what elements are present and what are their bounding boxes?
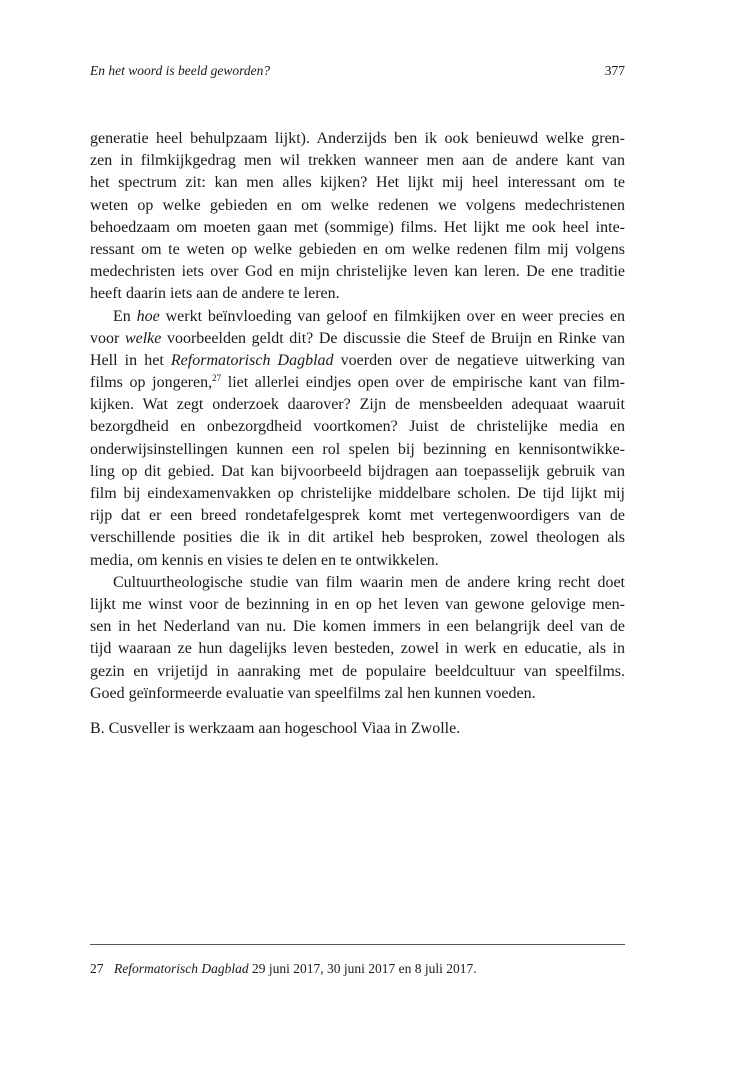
text-span: Cultuurtheologische studie van film waarin men de andere kring recht doet <box>113 573 625 591</box>
text-line <box>90 261 625 283</box>
text-line <box>90 172 625 194</box>
text-span: rijp dat er een breed rondetafelgesprek komt met vertegenwoordigers van de <box>90 507 625 525</box>
emphasis-text: welke <box>124 329 162 347</box>
text-line <box>90 195 625 217</box>
text-line <box>90 616 625 638</box>
footnote-ref: 27 <box>212 373 222 384</box>
body-text <box>90 128 625 705</box>
text-line <box>90 217 625 239</box>
text-line <box>90 594 625 616</box>
text-line <box>90 306 625 328</box>
text-line <box>90 128 625 150</box>
text-span: lijkt me winst voor de bezinning in en op het leven van gewone gelovige men- <box>90 595 625 613</box>
text-span: verschillende posities die ik in dit artikel heb besproken, zowel theologen als <box>90 529 625 547</box>
text-span: gezin en vrijetijd in aanraking met de populaire beeldcultuur van speelfilms. <box>90 662 625 680</box>
text-span: generatie heel behulpzaam lijkt). Anderzijds ben ik ook benieuwd welke gren- <box>90 130 625 147</box>
text-line <box>90 283 625 305</box>
text-span: ling op dit gebied. Dat kan bijvoorbeeld bijdragen aan toepasselijk gebruik van <box>90 462 625 480</box>
text-line <box>90 239 625 261</box>
text-line <box>90 461 625 483</box>
text-span: Goed geïnformeerde evaluatie van speelfilms zal hen kunnen voeden. <box>90 684 536 702</box>
text-span: onderwijsinstellingen kunnen een rol spelen bij bezinning en kennisontwikke- <box>90 440 625 458</box>
text-span: Hell in het <box>90 351 171 369</box>
text-line <box>90 683 625 705</box>
paragraph <box>90 128 625 306</box>
text-line <box>90 328 625 350</box>
page-number: 377 <box>604 63 625 78</box>
text-line <box>90 439 625 461</box>
text-line <box>90 572 625 594</box>
paragraph <box>90 572 625 705</box>
paragraph <box>90 306 625 572</box>
text-span: sen in het Nederland van nu. Die komen immers in een belangrijk deel van de <box>90 618 625 636</box>
footnote <box>90 961 477 977</box>
running-header <box>90 63 625 83</box>
text-line <box>90 483 625 505</box>
text-span: voor <box>90 329 125 347</box>
emphasis-text: Reformatorisch Dagblad <box>170 351 334 369</box>
text-line <box>90 394 625 416</box>
text-span: En <box>113 307 137 325</box>
text-span: voerden over de negatieve uitwerking van <box>333 351 626 369</box>
text-span: kijken. Wat zegt onderzoek daarover? Zijn de mensbeelden adequaat waaruit <box>90 396 625 414</box>
text-span: medechristen iets over God en mijn christelijke leven kan leren. De ene traditie <box>90 263 625 281</box>
text-line <box>90 527 625 549</box>
text-span: werkt beïnvloeding van geloof en filmkijken over en weer precies en <box>159 307 625 325</box>
author-note: B. Cusveller is werkzaam aan hogeschool Viaa in Zwolle. <box>90 720 461 737</box>
text-line <box>90 150 625 172</box>
text-line <box>90 372 625 394</box>
text-span: behoedzaam om moeten gaan met (sommige) films. Het lijkt me ook heel inte- <box>90 218 625 236</box>
text-span: ressant om te weten op welke gebieden en om welke redenen film mij volgens <box>90 240 625 258</box>
emphasis-text: hoe <box>136 307 160 325</box>
text-span: films op jongeren, <box>90 374 213 392</box>
text-line <box>90 550 625 572</box>
text-span: voorbeelden geldt dit? De discussie die Steef de Bruijn en Rinke van <box>161 329 625 347</box>
text-line <box>90 350 625 372</box>
text-line <box>90 505 625 527</box>
running-title: En het woord is beeld geworden? <box>90 63 271 78</box>
text-span: film bij eindexamenvakken op christelijke middelbare scholen. De tijd lijkt mij <box>90 485 625 502</box>
footnote-dates: 29 juni 2017, 30 juni 2017 en 8 juli 2017. <box>248 961 477 976</box>
text-span: media, om kennis en visies te delen en te ontwikkelen. <box>90 551 439 569</box>
footnote-number: 27 <box>90 961 104 976</box>
text-span: zen in filmkijkgedrag men wil trekken wanneer men aan de andere kant van <box>90 152 625 170</box>
footnote-source: Reformatorisch Dagblad <box>114 961 249 976</box>
text-span: tijd waaraan ze hun dagelijks leven besteden, zowel in werk en educatie, als in <box>90 640 625 658</box>
text-line <box>90 638 625 660</box>
footnote-divider <box>90 944 625 945</box>
text-line <box>90 416 625 438</box>
text-line <box>90 661 625 683</box>
text-span: heeft daarin iets aan de andere te leren. <box>90 285 340 303</box>
text-span: bezorgdheid en onbezorgdheid voortkomen? Juist de christelijke media en <box>90 418 625 436</box>
text-span: liet allerlei eindjes open over de empirische kant van film- <box>221 374 626 392</box>
text-span: weten op welke gebieden en om welke redenen we volgens medechristenen <box>90 196 625 214</box>
text-span: het spectrum zit: kan men alles kijken? Het lijkt mij heel interessant om te <box>90 174 625 192</box>
